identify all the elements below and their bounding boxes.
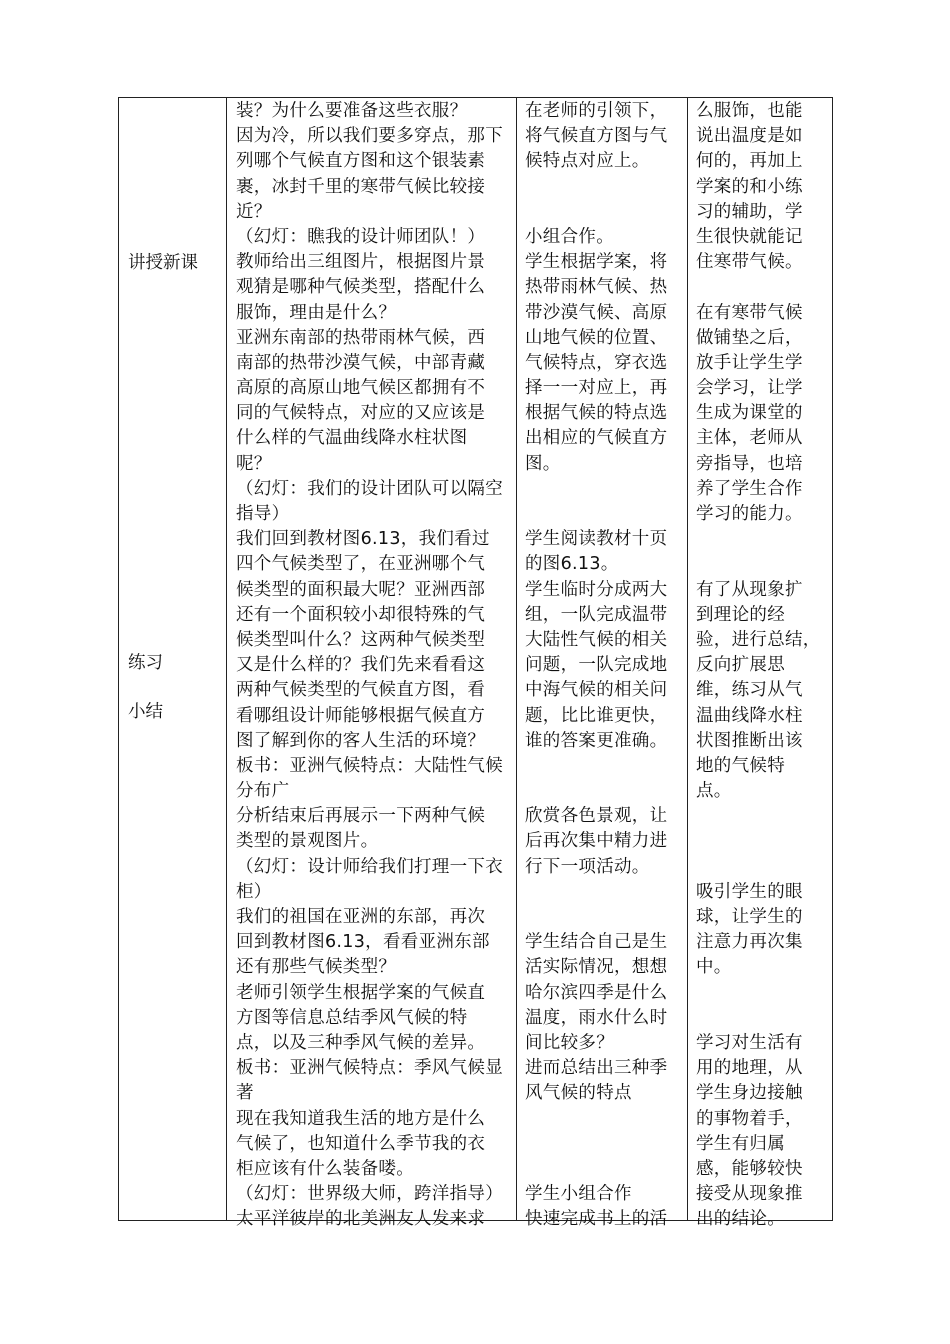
section-label-summary: 小结 <box>128 702 163 722</box>
text-line: 列哪个气候直方图和这个银装素 <box>236 151 486 172</box>
text-line: 欣赏各色景观，让 <box>525 806 668 827</box>
blank-line <box>525 880 685 905</box>
text-line: 学习对生活有 <box>696 1032 803 1053</box>
text-line: 在老师的引领下， <box>525 101 668 121</box>
column-divider-1 <box>226 98 227 1220</box>
text-line: 温曲线降水柱 <box>696 705 803 726</box>
text-line: 候特点对应上。 <box>525 151 650 172</box>
text-line: 柜） <box>236 881 272 902</box>
text-line: 老师引领学生根据学案的气候直 <box>236 982 486 1003</box>
text-line: 带沙漠气候、高原 <box>525 302 668 323</box>
text-line: 候类型叫什么？这两种气候类型 <box>236 629 486 650</box>
text-line: 的图6.13。 <box>525 554 619 575</box>
text-line: 在有寒带气候 <box>696 302 803 323</box>
column-divider-2 <box>516 98 517 1220</box>
text-line: 学生根据学案，将 <box>525 252 668 273</box>
text-line: 气候了，也知道什么季节我的衣 <box>236 1133 486 1154</box>
text-line: 学生身边接触 <box>696 1083 803 1104</box>
text-line: 学生结合自己是生 <box>525 932 668 953</box>
text-line: 图了解到你的客人生活的环境？ <box>236 730 486 751</box>
text-line: 快速完成书上的活 <box>525 1209 668 1230</box>
text-line: 行下一项活动。 <box>525 856 650 877</box>
text-line: 山地气候的位置、 <box>525 327 668 348</box>
text-line: 教师给出三组图片，根据图片景 <box>236 252 486 273</box>
text-line: 四个气候类型了，在亚洲哪个气 <box>236 554 486 575</box>
text-line: 出的结论。 <box>696 1209 785 1230</box>
text-line: 又是什么样的？我们先来看看这 <box>236 655 486 676</box>
text-line: 生很快就能记 <box>696 226 803 247</box>
text-line: 现在我知道我生活的地方是什么 <box>236 1108 486 1129</box>
text-line: 南部的热带沙漠气候，中部青藏 <box>236 352 486 373</box>
text-line: 后再次集中精力进 <box>525 831 668 852</box>
text-line: （幻灯：我们的设计团队可以隔空 <box>236 478 503 499</box>
text-line: 我们的祖国在亚洲的东部，再次 <box>236 907 486 927</box>
text-line: 有了从现象扩 <box>696 579 803 600</box>
text-line: 活实际情况，想想 <box>525 957 668 978</box>
text-line: 间比较多？ <box>525 1032 614 1053</box>
text-line: 分布广 <box>236 781 290 802</box>
blank-line <box>696 552 830 577</box>
text-line: 学生临时分成两大 <box>525 579 668 600</box>
text-line: 中。 <box>696 957 732 978</box>
text-line: 板书：亚洲气候特点：季风气候显 <box>236 1058 503 1079</box>
text-line: 养了学生合作 <box>696 478 803 499</box>
text-line: 高原的高原山地气候区都拥有不 <box>236 378 486 399</box>
blank-line <box>525 477 685 502</box>
text-line: 热带雨林气候、热 <box>525 277 668 298</box>
text-line: 放手让学生学 <box>696 352 803 373</box>
text-line: 学习的能力。 <box>696 504 803 524</box>
text-line: 大陆性气候的相关 <box>525 629 668 650</box>
text-line: 会学习，让学 <box>696 378 803 399</box>
text-line: 两种气候类型的气候直方图，看 <box>236 680 486 701</box>
blank-line <box>696 804 830 829</box>
text-line: 题，比比谁更快， <box>525 705 668 726</box>
text-line: 将气候直方图与气 <box>525 126 668 147</box>
text-line: 用的地理，从 <box>696 1058 803 1079</box>
text-line: （幻灯：设计师给我们打理一下衣 <box>236 856 503 877</box>
section-label-lecture: 讲授新课 <box>128 253 198 273</box>
text-line: 状图推断出该 <box>696 730 803 751</box>
text-line: 分析结束后再展示一下两种气候 <box>236 806 486 827</box>
text-line: 裹，冰封千里的寒带气候比较接 <box>236 176 486 197</box>
text-line: 球，让学生的 <box>696 907 803 927</box>
text-line: 主体，老师从 <box>696 428 803 449</box>
text-line: （幻灯：瞧我的设计师团队！） <box>236 226 486 247</box>
text-line: 呢？ <box>236 453 272 474</box>
blank-line <box>696 829 830 854</box>
blank-line <box>696 981 830 1006</box>
text-line: 择一一对应上，再 <box>525 378 668 399</box>
blank-line <box>525 1132 685 1157</box>
text-line: 什么样的气温曲线降水柱状图 <box>236 428 468 449</box>
blank-line <box>525 1157 685 1182</box>
text-line: 到理论的经 <box>696 604 785 625</box>
text-line: 板书：亚洲气候特点：大陆性气候 <box>236 755 503 776</box>
text-line: 太平洋彼岸的北美洲友人发来求 <box>236 1209 486 1230</box>
blank-line <box>696 527 830 552</box>
text-line: 学生有归属 <box>696 1133 785 1154</box>
text-line: 类型的景观图片。 <box>236 831 379 852</box>
text-line: 的事物着手， <box>696 1108 803 1129</box>
blank-line <box>525 200 685 225</box>
text-line: 气候特点，穿衣选 <box>525 352 668 373</box>
text-line: 做铺垫之后， <box>696 327 803 348</box>
text-line: 哈尔滨四季是什么 <box>525 982 668 1003</box>
text-line: 生成为课堂的 <box>696 403 803 424</box>
text-line: 因为冷，所以我们要多穿点，那下 <box>236 126 503 147</box>
text-line: 点。 <box>696 781 732 802</box>
text-line: 住寒带气候。 <box>696 252 803 273</box>
teacher-activity-column <box>236 99 512 1232</box>
text-line: 近？ <box>236 201 272 222</box>
text-line: 看哪组设计师能够根据气候直方 <box>236 705 486 726</box>
blank-line <box>696 1006 830 1031</box>
text-line: 说出温度是如 <box>696 126 803 147</box>
text-line: 谁的答案更准确。 <box>525 730 668 751</box>
text-line: 进而总结出三种季 <box>525 1058 668 1079</box>
text-line: 回到教材图6.13，看看亚洲东部 <box>236 932 490 953</box>
text-line: 指导） <box>236 504 290 524</box>
text-line: 亚洲东南部的热带雨林气候，西 <box>236 327 486 348</box>
text-line: 柜应该有什么装备喽。 <box>236 1158 414 1179</box>
column-divider-3 <box>687 98 688 1220</box>
blank-line <box>525 175 685 200</box>
text-line: 反向扩展思 <box>696 655 785 676</box>
text-line: 维，练习从气 <box>696 680 803 701</box>
text-line: 著 <box>236 1083 254 1104</box>
text-line: 验，进行总结， <box>696 629 821 650</box>
section-label-practice: 练习 <box>128 653 163 673</box>
text-line: 何的，再加上 <box>696 151 803 172</box>
text-line: 观猜是哪种气候类型，搭配什么 <box>236 277 486 298</box>
blank-line <box>525 1107 685 1132</box>
text-line: 问题，一队完成地 <box>525 655 668 676</box>
text-line: 感，能够较快 <box>696 1158 803 1179</box>
blank-line <box>525 502 685 527</box>
text-line: （幻灯：世界级大师，跨洋指导） <box>236 1184 503 1205</box>
text-line: 中海气候的相关问 <box>525 680 668 701</box>
text-line: 还有那些气候类型？ <box>236 957 397 978</box>
text-line: 注意力再次集 <box>696 932 803 953</box>
text-line: 我们回到教材图6.13，我们看过 <box>236 529 490 550</box>
text-line: 旁指导，也培 <box>696 453 803 474</box>
text-line: 服饰，理由是什么？ <box>236 302 397 323</box>
text-line: 候类型的面积最大呢？亚洲西部 <box>236 579 486 600</box>
text-line: 点，以及三种季风气候的差异。 <box>236 1032 486 1053</box>
student-activity-column <box>525 99 685 1232</box>
design-intent-column <box>696 99 830 1232</box>
text-line: 学生小组合作 <box>525 1184 632 1205</box>
text-line: 学生阅读教材十页 <box>525 529 668 550</box>
blank-line <box>696 855 830 880</box>
text-line: 接受从现象推 <box>696 1184 803 1205</box>
text-line: 图。 <box>525 453 561 474</box>
text-line: 么服饰，也能 <box>696 101 803 121</box>
text-line: 同的气候特点，对应的又应该是 <box>236 403 486 424</box>
text-line: 小组合作。 <box>525 226 614 247</box>
text-line: 还有一个面积较小却很特殊的气 <box>236 604 486 625</box>
text-line: 风气候的特点 <box>525 1083 632 1104</box>
text-line: 方图等信息总结季风气候的特 <box>236 1007 468 1028</box>
blank-line <box>525 905 685 930</box>
text-line: 装？为什么要准备这些衣服？ <box>236 101 468 121</box>
text-line: 习的辅助，学 <box>696 201 803 222</box>
blank-line <box>696 275 830 300</box>
blank-line <box>525 754 685 779</box>
text-line: 根据气候的特点选 <box>525 403 668 424</box>
text-line: 学案的和小练 <box>696 176 803 197</box>
text-line: 出相应的气候直方 <box>525 428 668 449</box>
text-line: 吸引学生的眼 <box>696 881 803 902</box>
text-line: 温度，雨水什么时 <box>525 1007 668 1028</box>
text-line: 地的气候特 <box>696 755 785 776</box>
text-line: 组，一队完成温带 <box>525 604 668 625</box>
lesson-plan-table <box>118 97 833 1230</box>
blank-line <box>525 779 685 804</box>
